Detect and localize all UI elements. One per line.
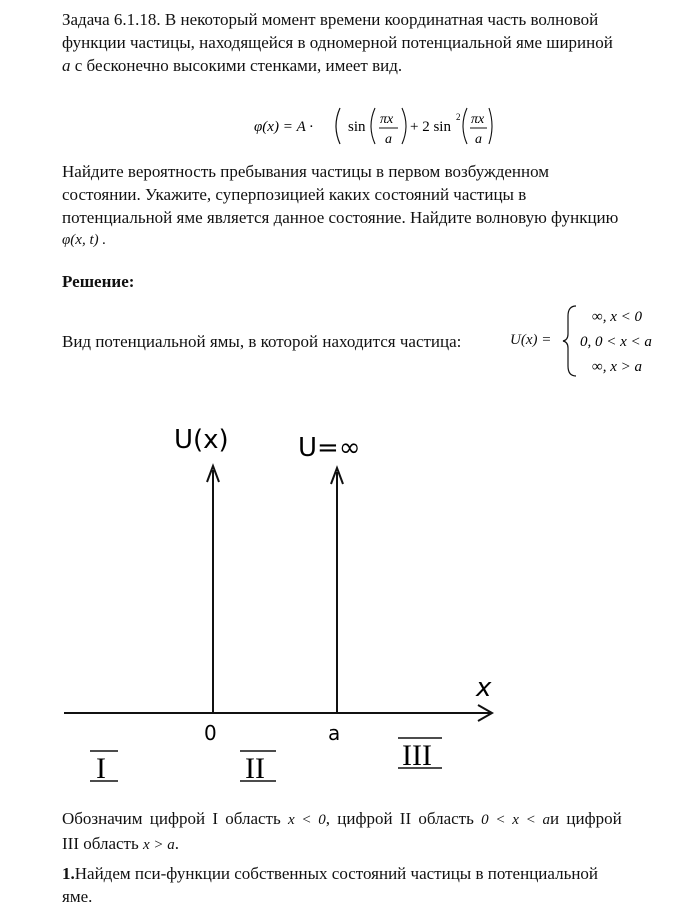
regions-text-a: Обозначим цифрой I область — [62, 809, 281, 828]
regions-line-2 — [62, 832, 674, 857]
a-label: a — [328, 721, 341, 745]
formula-frac1-den: a — [385, 132, 392, 147]
step-1 — [62, 862, 674, 908]
formula-power: 2 — [456, 112, 461, 122]
problem-line-1: Задача 6.1.18. В некоторый момент времени координатная часть волновой — [62, 10, 599, 29]
problem-statement — [62, 8, 674, 77]
case-2: 0, 0 < x < a — [580, 334, 652, 350]
formula-paren-left-2 — [463, 108, 467, 144]
wave-function-formula — [254, 100, 494, 152]
step-1-text: Найдем пси-функции собственных состояний частицы в потенциальной — [74, 864, 599, 883]
regions-text-b: , цифрой II область — [325, 809, 474, 828]
step-1-line-1 — [62, 862, 674, 885]
solution-heading: Решение: — [62, 272, 135, 291]
case-3: ∞, x > a — [592, 359, 642, 375]
regions-text-c: и цифрой — [550, 809, 622, 828]
formula-frac2-den: a — [475, 132, 482, 147]
step-1-number: 1. — [62, 864, 75, 883]
question-line-2: состоянии. Укажите, суперпозицией каких состояний частицы в — [62, 185, 527, 204]
formula-lhs: φ(x) = A · — [254, 119, 313, 135]
potential-cases — [562, 302, 672, 380]
formula-paren-right-1 — [402, 108, 406, 144]
question-line-3: потенциальной яме является данное состояние. Найдите волновую функцию — [62, 208, 619, 227]
region-3-label: III — [402, 739, 432, 772]
potential-well-figure — [0, 400, 688, 800]
width-variable: a — [62, 56, 71, 75]
regions-text-e: . — [174, 834, 179, 853]
regions-line-1 — [62, 807, 674, 832]
step-1-line-2: яме. — [62, 887, 93, 906]
cases-brace — [563, 306, 576, 376]
x-label: x — [476, 673, 492, 703]
problem-line-3-text: с бесконечно высокими стенками, имеет вид. — [70, 56, 403, 75]
case-1: ∞, x < 0 — [592, 309, 642, 325]
question-line-4: φ(x, t) . — [62, 232, 107, 248]
origin-label: 0 — [204, 721, 217, 745]
u-axis-label: U(x) — [174, 425, 229, 455]
potential-text: Вид потенциальной ямы, в которой находится частица: — [62, 332, 462, 351]
formula-frac1-num: πx — [380, 112, 394, 127]
region-2-label: II — [245, 752, 265, 785]
formula-frac2-num: πx — [471, 112, 485, 127]
region-3-condition: x > a — [142, 837, 175, 853]
formula-outer-paren-left — [336, 108, 340, 144]
region-1-condition: x < 0 — [287, 812, 326, 828]
wall-label: U=∞ — [298, 433, 361, 463]
potential-lhs: U(x) = — [510, 332, 552, 348]
problem-line-3 — [62, 54, 674, 77]
regions-text — [62, 807, 674, 857]
formula-plus-sin: + 2 sin — [410, 119, 451, 135]
formula-sin1: sin — [348, 119, 366, 135]
regions-text-d: III область — [62, 834, 139, 853]
question-line-1: Найдите вероятность пребывания частицы в первом возбужденном — [62, 162, 550, 181]
formula-svg — [254, 100, 494, 152]
formula-paren-right-2 — [489, 108, 492, 144]
region-2-condition: 0 < x < a — [481, 812, 551, 828]
formula-paren-left-1 — [371, 108, 375, 144]
problem-line-2: функции частицы, находящейся в одномерной потенциальной яме шириной — [62, 33, 613, 52]
region-1-label: I — [96, 752, 106, 785]
problem-question — [62, 160, 674, 252]
